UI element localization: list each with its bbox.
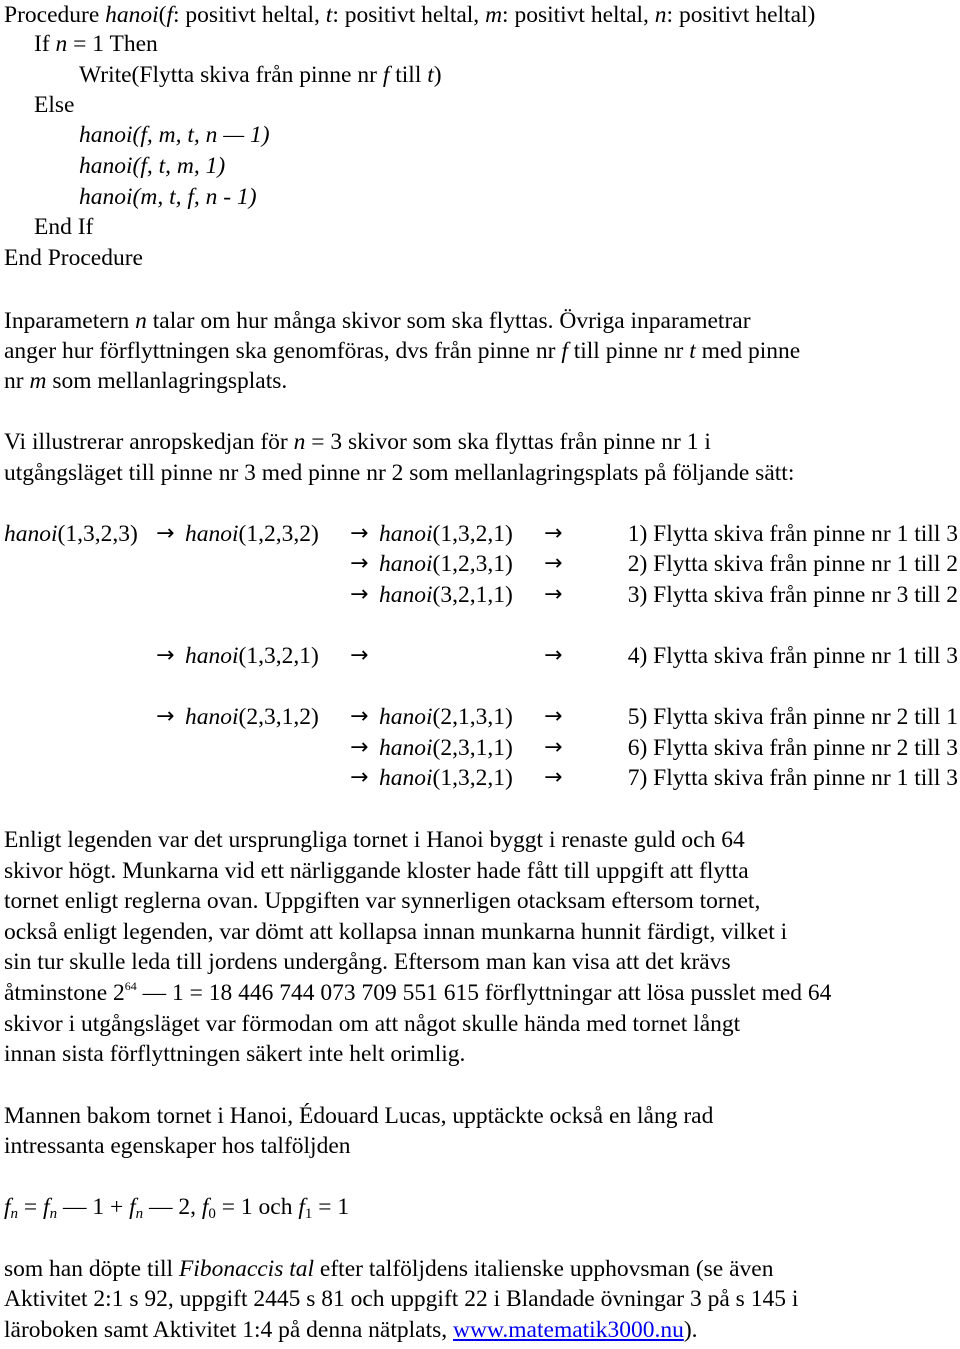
keyword-procedure: Procedure [4,2,106,28]
move-result: 4) Flytta skiva från pinne nr 1 till 3 [627,643,958,669]
var-n: n [293,429,306,455]
call-args: (1,3,2,3) [57,521,138,547]
para3-line6 [4,978,831,1008]
para2-line2: utgångsläget till pinne nr 3 med pinne nr 2 som mellanlagringsplats på följande sätt: [4,460,795,486]
arrow-icon: → [350,582,369,607]
param-type: : positivt heltal) [666,2,816,28]
call-level2 [379,580,513,610]
text: som han döpte till [4,1256,179,1282]
call-root [4,519,138,549]
formula-f: f [129,1194,136,1220]
write-statement [79,60,442,90]
arrow-icon: → [350,551,369,576]
text: talar om hur många skivor som ska flyttas. Övriga inparametrar [146,308,751,334]
text: till pinne nr [567,338,690,364]
para3-line7: skivor i utgångsläget var förmodan om att något skulle hända med tornet långt [4,1011,741,1037]
para3-line3: tornet enligt reglerna ovan. Uppgiften var synnerligen otacksam eftersom tornet, [4,888,761,914]
param-f: f [166,2,174,28]
text: — 1 = 18 446 744 073 709 551 615 förflyttningar att lösa pusslet med 64 [136,980,832,1006]
function-name: hanoi [185,643,239,669]
call-args: (1,3,2,1) [238,643,319,669]
move-result: 3) Flytta skiva från pinne nr 3 till 2 [627,582,958,608]
arrow-icon: → [350,521,369,546]
formula-subscript: 0 [208,1206,216,1222]
call-args: (1,3,2,1) [432,765,513,791]
if-statement [34,29,158,59]
move-result: 6) Flytta skiva från pinne nr 2 till 3 [627,735,958,761]
write-text: Write(Flytta skiva från pinne nr [79,62,383,88]
para5-line2: Aktivitet 2:1 s 92, uppgift 2445 s 81 och uppgift 22 i Blandade övningar 3 på s 145 i [4,1286,799,1312]
call-level2 [379,702,513,732]
formula-f: f [4,1194,11,1220]
function-name: hanoi [379,551,433,577]
call-args: (1,3,2,1) [432,521,513,547]
formula-subscript: n [49,1206,58,1222]
para4-line2: intressanta egenskaper hos talföljden [4,1133,351,1159]
arrow-icon: → [156,521,175,546]
function-name: hanoi [79,184,133,210]
function-name: hanoi [105,2,159,28]
function-name: hanoi [185,521,239,547]
formula-f: f [201,1194,209,1220]
paren: ( [158,2,167,28]
formula-op: — 1 + [57,1194,130,1220]
call-args: (2,3,1,1) [432,735,513,761]
function-name: hanoi [379,735,433,761]
text: Vi illustrerar anropskedjan för [4,429,294,455]
recursive-call-3 [79,182,257,212]
call-level2 [379,519,513,549]
arrow-icon: → [156,704,175,729]
exponent: 64 [124,979,137,993]
var-t: t [427,62,434,88]
formula-subscript: n [10,1206,19,1222]
formula-f: f [43,1194,50,1220]
text: ). [683,1317,698,1343]
para3-line5: sin tur skulle leda till jordens undergång. Eftersom man kan visa att det krävs [4,949,731,975]
text: Inparametern [4,308,136,334]
move-result: 7) Flytta skiva från pinne nr 1 till 3 [627,765,958,791]
para3-line1: Enligt legenden var det ursprungliga tornet i Hanoi byggt i renaste guld och 64 [4,827,745,853]
para5-line1 [4,1254,773,1284]
matematik3000-link[interactable]: www.matematik3000.nu [453,1317,684,1343]
var-f: f [382,62,390,88]
call-args: (f, t, m, 1) [132,153,226,179]
arrow-icon: → [350,643,369,668]
arrow-icon: → [350,704,369,729]
if-condition: = 1 Then [67,31,158,57]
call-args: (3,2,1,1) [432,582,513,608]
arrow-icon: → [544,582,563,607]
param-t: t [325,2,333,28]
call-level1 [185,641,319,671]
keyword-else: Else [34,92,75,118]
call-args: (f, m, t, n — 1) [132,122,270,148]
para5-line3 [4,1315,698,1345]
call-level2 [379,733,513,763]
function-name: hanoi [79,153,133,179]
formula-op: = 1 [312,1194,350,1220]
formula-op: = 1 och [215,1194,299,1220]
para1-line2 [4,336,800,366]
para1-line1 [4,306,751,336]
formula-op: = [18,1194,44,1220]
para1-line3 [4,366,287,396]
var-n: n [135,308,147,334]
para3-line2: skivor högt. Munkarna vid ett närliggande kloster hade fått till uppgift att flytta [4,858,749,884]
para3-line4: också enligt legenden, var dömt att kollapsa innan munkarna hunnit färdigt, vilket i [4,919,788,945]
write-text: ) [433,62,442,88]
call-args: (2,3,1,2) [238,704,319,730]
text: åtminstone 2 [4,980,125,1006]
call-level2 [379,763,513,793]
text: som mellanlagringsplats. [46,368,288,394]
function-name: hanoi [379,582,433,608]
param-n: n [654,2,667,28]
para2-line1 [4,427,711,457]
write-text: till [389,62,428,88]
move-result: 2) Flytta skiva från pinne nr 1 till 2 [627,551,958,577]
call-args: (1,2,3,1) [432,551,513,577]
arrow-icon: → [350,735,369,760]
recursive-call-1 [79,120,270,150]
fibonacci-formula [4,1192,349,1222]
arrow-icon: → [544,643,563,668]
call-level1 [185,519,319,549]
move-result: 5) Flytta skiva från pinne nr 2 till 1 [627,704,958,730]
function-name: hanoi [79,122,133,148]
arrow-icon: → [156,643,175,668]
call-level2 [379,549,513,579]
param-m: m [485,2,503,28]
arrow-icon: → [350,765,369,790]
para4-line1: Mannen bakom tornet i Hanoi, Édouard Lucas, upptäckte också en lång rad [4,1103,714,1129]
call-args: (1,2,3,2) [238,521,319,547]
formula-subscript: 1 [304,1206,313,1222]
function-name: hanoi [379,765,433,791]
var-t: t [689,338,696,364]
move-result: 1) Flytta skiva från pinne nr 1 till 3 [627,521,958,547]
arrow-icon: → [544,551,563,576]
text: nr [4,368,30,394]
function-name: hanoi [379,704,433,730]
param-type: : positivt heltal, [173,2,326,28]
text: med pinne [695,338,801,364]
text: läroboken samt Aktivitet 1:4 på denna nätplats, [4,1317,454,1343]
var-f: f [561,338,568,364]
keyword-if: If [34,31,56,57]
arrow-icon: → [544,765,563,790]
text: anger hur förflyttningen ska genomföras, dvs från pinne nr [4,338,562,364]
recursive-call-2 [79,151,225,181]
arrow-icon: → [544,521,563,546]
formula-subscript: n [135,1206,144,1222]
para3-line8: innan sista förflyttningen säkert inte helt orimlig. [4,1041,466,1067]
function-name: hanoi [379,521,433,547]
keyword-end-procedure: End Procedure [4,245,143,271]
text: efter talföljdens italienske upphovsman (se även [314,1256,774,1282]
arrow-icon: → [544,735,563,760]
var-m: m [29,368,47,394]
formula-op: — 2, [143,1194,202,1220]
var-n: n [55,31,68,57]
fibonacci-term: Fibonaccis tal [178,1256,315,1282]
keyword-end-if: End If [34,214,94,240]
param-type: : positivt heltal, [332,2,486,28]
function-name: hanoi [4,521,58,547]
procedure-header [4,0,815,30]
call-level1 [185,702,319,732]
function-name: hanoi [185,704,239,730]
param-type: : positivt heltal, [502,2,655,28]
arrow-icon: → [544,704,563,729]
text: = 3 skivor som ska flyttas från pinne nr 1 i [305,429,711,455]
call-args: (2,1,3,1) [432,704,513,730]
call-args: (m, t, f, n - 1) [132,184,257,210]
formula-f: f [298,1194,305,1220]
